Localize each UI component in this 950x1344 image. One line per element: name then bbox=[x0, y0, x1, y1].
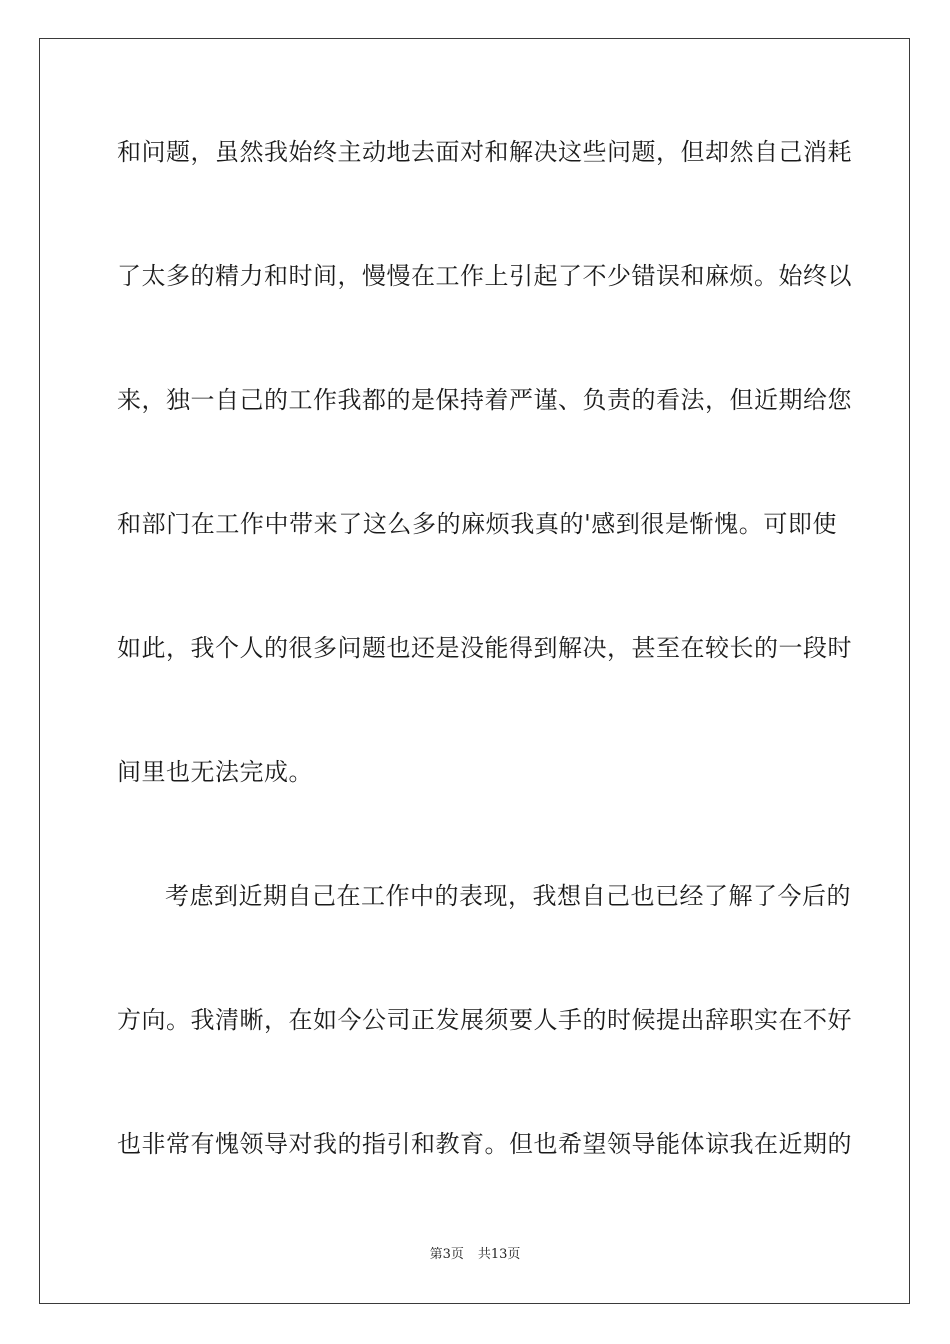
text-line: 了太多的精力和时间，慢慢在工作上引起了不少错误和麻烦。始终以 bbox=[117, 262, 852, 290]
page-number: 第3页 bbox=[429, 1247, 464, 1262]
text-line: 和问题，虽然我始终主动地去面对和解决这些问题，但却然自己消耗 bbox=[117, 138, 852, 166]
page-total: 共13页 bbox=[477, 1247, 521, 1262]
page-border bbox=[39, 38, 910, 1304]
text-line: 如此，我个人的很多问题也还是没能得到解决，甚至在较长的一段时 bbox=[117, 634, 852, 662]
paragraph-first-line: 考虑到近期自己在工作中的表现，我想自己也已经了解了今后的 bbox=[165, 882, 851, 910]
text-line: 方向。我清晰，在如今公司正发展须要人手的时候提出辞职实在不好 bbox=[117, 1006, 852, 1034]
text-line: 来，独一自己的工作我都的是保持着严谨、负责的看法，但近期给您 bbox=[117, 386, 852, 414]
text-line: 也非常有愧领导对我的指引和教育。但也希望领导能体谅我在近期的 bbox=[117, 1130, 852, 1158]
text-line: 和部门在工作中带来了这么多的麻烦我真的'感到很是惭愧。可即使 bbox=[117, 510, 837, 538]
text-line: 间里也无法完成。 bbox=[117, 758, 313, 786]
page-footer bbox=[0, 1246, 950, 1264]
